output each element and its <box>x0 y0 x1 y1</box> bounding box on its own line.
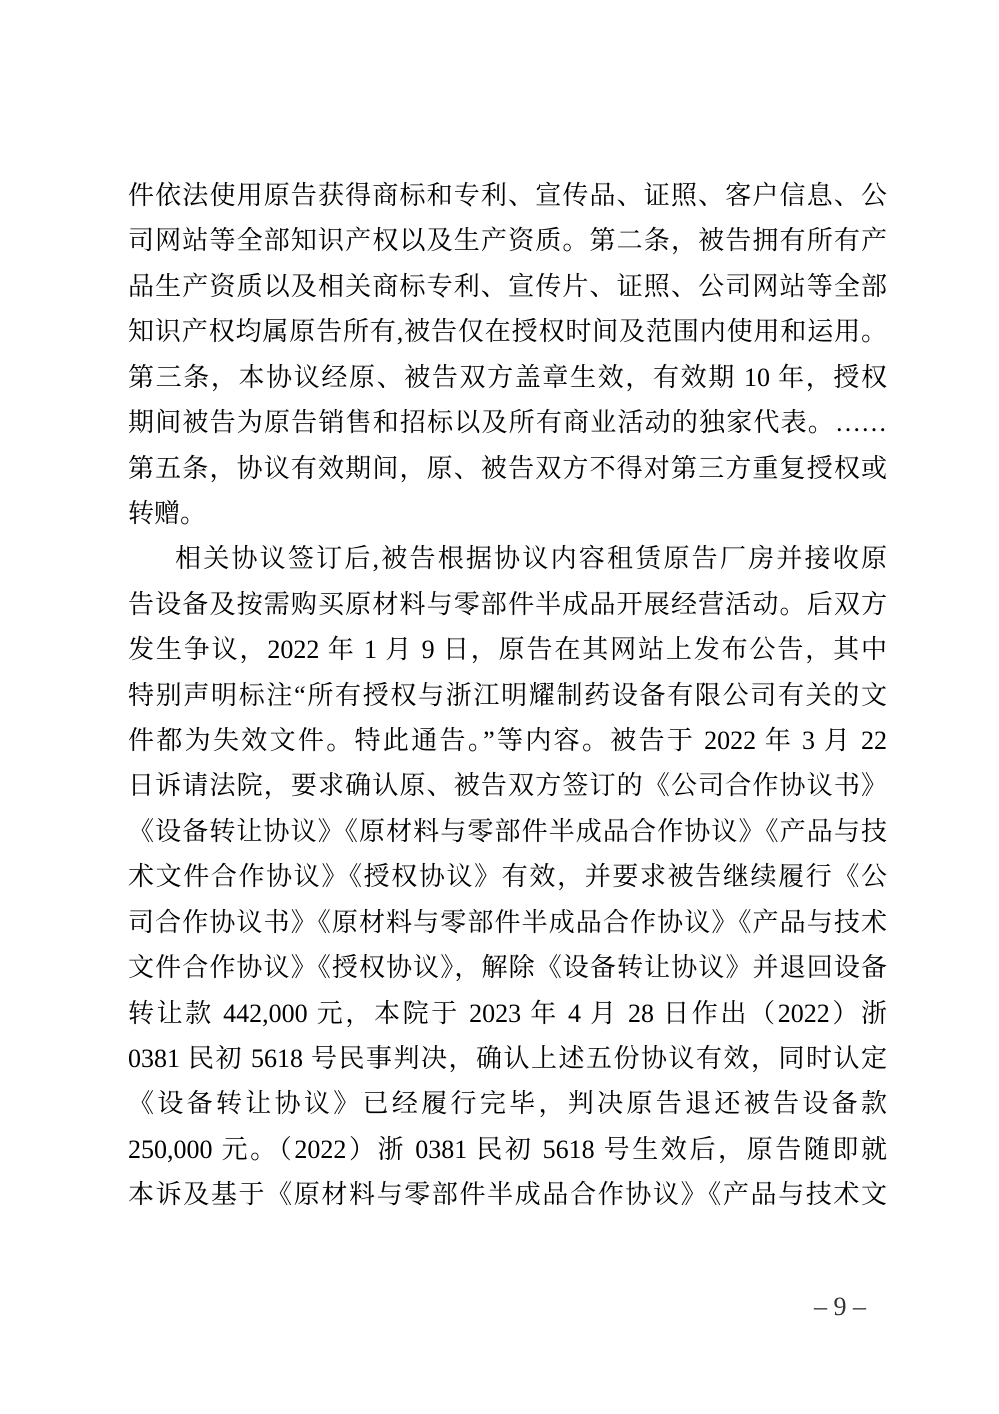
text-line: 件依法使用原告获得商标和专利、宣传品、证照、客户信息、公 <box>128 181 887 210</box>
text-line: 第五条，协议有效期间，原、被告双方不得对第三方重复授权或 <box>128 453 887 483</box>
text-line: 司网站等全部知识产权以及生产资质。第二条，被告拥有所有产 <box>128 226 887 256</box>
text-line: 第三条，本协议经原、被告双方盖章生效，有效期 10 年，授权 <box>128 362 887 392</box>
text-line-paragraph-end: 转赠。 <box>128 498 207 528</box>
text-line-paragraph-start: 相关协议签订后,被告根据协议内容租赁原告厂房并接收原 <box>175 544 887 574</box>
text-line: 文件合作协议》《授权协议》，解除《设备转让协议》并退回设备 <box>128 953 887 983</box>
text-line: 发生争议，2022 年 1 月 9 日，原告在其网站上发布公告，其中 <box>128 635 887 665</box>
page-number: – 9 – <box>814 1292 866 1321</box>
text-line: 250,000 元。（2022）浙 0381 民初 5618 号生效后，原告随即就 <box>128 1134 887 1164</box>
text-line: 《设备转让协议》《原材料与零部件半成品合作协议》《产品与技 <box>128 816 887 846</box>
text-line: 期间被告为原告销售和招标以及所有商业活动的独家代表。…… <box>128 408 887 438</box>
text-line: 日诉请法院，要求确认原、被告双方签订的《公司合作协议书》 <box>128 771 887 801</box>
text-line: 特别声明标注“所有授权与浙江明耀制药设备有限公司有关的文 <box>128 680 887 710</box>
text-line: 品生产资质以及相关商标专利、宣传片、证照、公司网站等全部 <box>128 271 887 301</box>
text-line: 件都为失效文件。特此通告。”等内容。被告于 2022 年 3 月 22 <box>128 726 887 756</box>
text-line: 术文件合作协议》《授权协议》有效，并要求被告继续履行《公 <box>128 862 887 892</box>
text-line: 转让款 442,000 元，本院于 2023 年 4 月 28 日作出（2022）浙 <box>128 998 887 1028</box>
text-line: 本诉及基于《原材料与零部件半成品合作协议》《产品与技术文 <box>128 1180 887 1210</box>
text-line: 0381 民初 5618 号民事判决，确认上述五份协议有效，同时认定 <box>128 1044 887 1074</box>
text-line: 知识产权均属原告所有,被告仅在授权时间及范围内使用和运用。 <box>128 317 887 347</box>
document-body <box>128 173 887 1218</box>
text-line: 《设备转让协议》已经履行完毕，判决原告退还被告设备款 <box>128 1089 887 1119</box>
text-line: 司合作协议书》《原材料与零部件半成品合作协议》《产品与技术 <box>128 907 887 937</box>
text-line: 告设备及按需购买原材料与零部件半成品开展经营活动。后双方 <box>128 589 887 619</box>
